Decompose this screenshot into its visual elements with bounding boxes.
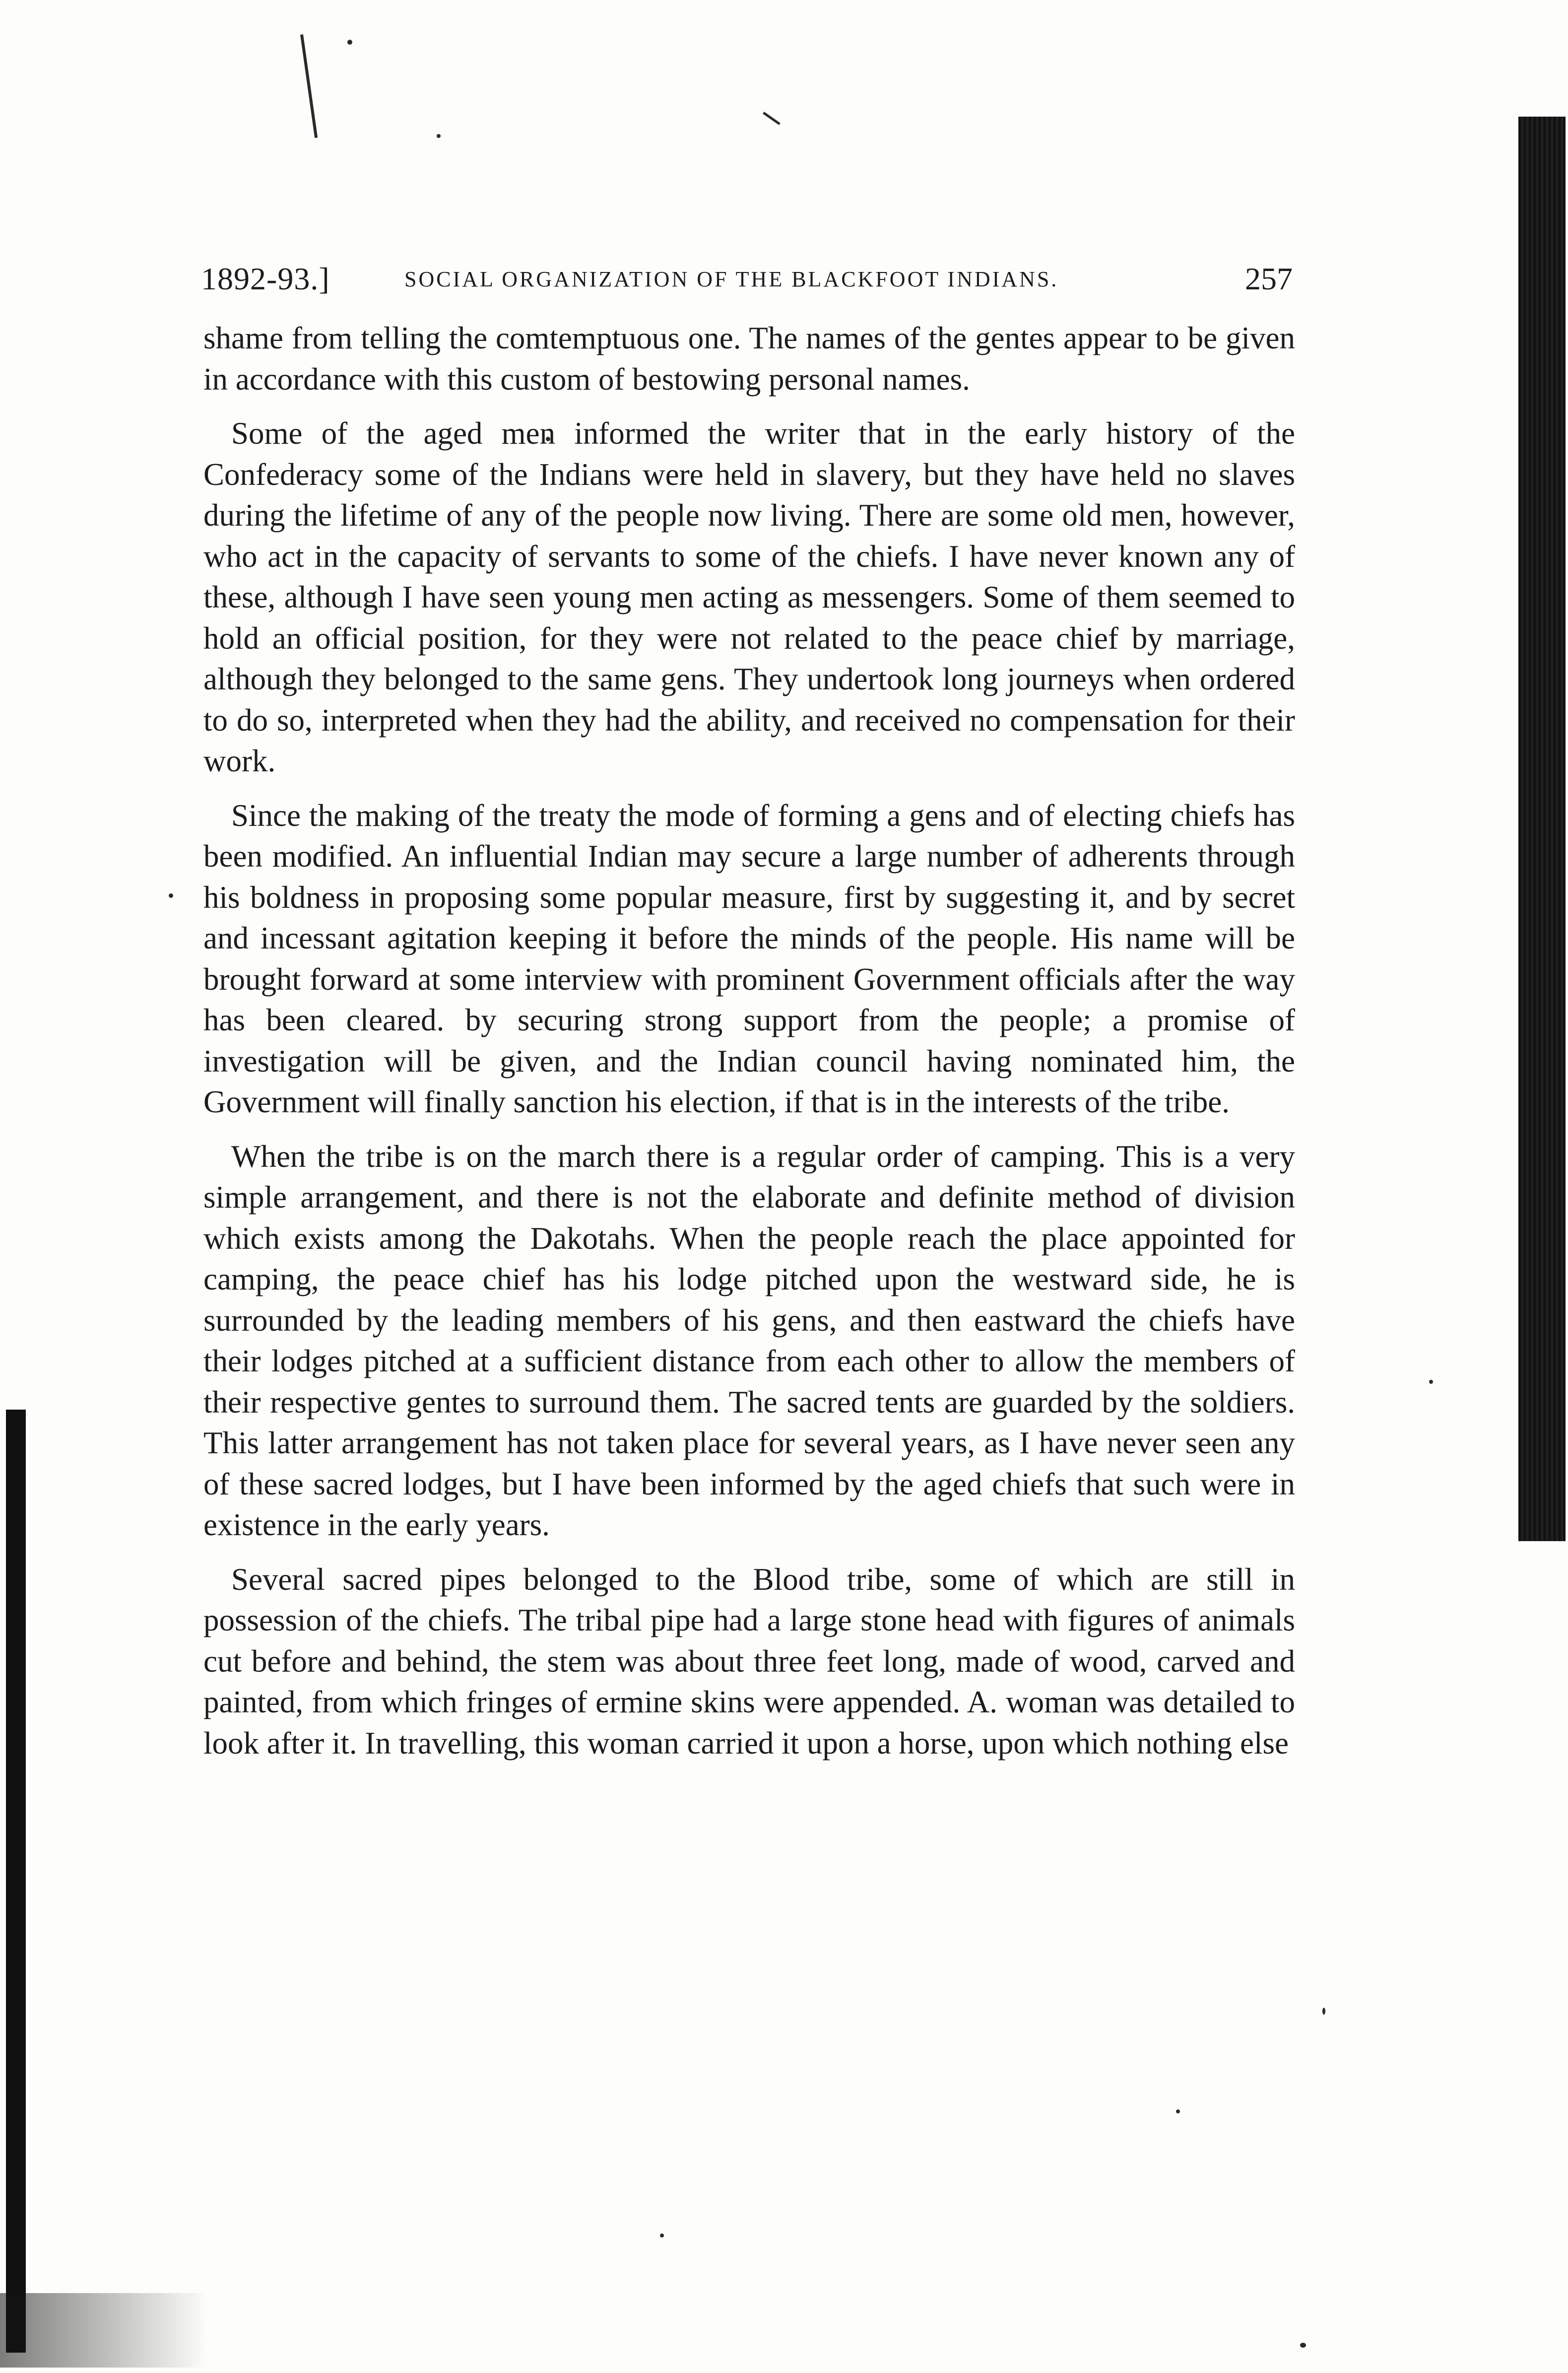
scan-speck [437, 134, 441, 138]
paragraph: Since the making of the treaty the mode of forming a gens and of electing chiefs has been modified. An influential Indian may secure a large number of adherents through his boldness in proposing some popular measure, first by suggesting it, and by secret and incessant agitation keeping it before the minds of the people. His name will be brought forward at some interview with prominent Government officials after the way has been cleared. by securing strong support from the people; a promise of investigation will be given, and the Indian council having nominated him, the Government will finally sanction his election, if that is in the interests of the tribe. [203, 798, 1295, 1119]
scan-speck [347, 40, 352, 45]
running-head [201, 261, 1307, 300]
scan-mark [763, 112, 781, 125]
scan-speck [1300, 2343, 1306, 2348]
paragraph: When the tribe is on the march there is a regular order of camping. This is a very simple arrangement, and there is not the elaborate and definite method of division which exists among the Dakotahs. When the people reach the place appointed for camping, the peace chief has his lodge pitched upon the westward side, he is surrounded by the leading members of his gens, and then eastward the chiefs have their lodges pitched at a sufficient distance from each other to allow the members of their respective gentes to surround them. The sacred tents are guarded by the soldiers. This latter arrangement has not taken place for several years, as I have never seen any of these sacred lodges, but I have been informed by the aged chiefs that such were in existence in the early years. [203, 1139, 1295, 1542]
scan-speck [1176, 2109, 1180, 2113]
scan-speck [660, 2234, 664, 2237]
paragraph: Several sacred pipes belonged to the Blood tribe, some of which are still in possession of the chiefs. The tribal pipe had a large stone head with figures of animals cut before and behind, the stem was about three feet long, made of wood, carved and painted, from which fringes of ermine skins were appended. A. woman was detailed to look after it. In travelling, this woman carried it upon a horse, upon which nothing else [203, 1561, 1295, 1761]
page-number: 257 [1245, 261, 1293, 296]
scan-speck [1322, 2008, 1325, 2015]
scan-speck [169, 893, 173, 898]
body-text [203, 318, 1295, 1777]
scan-edge-shadow-right [1518, 117, 1566, 1541]
scan-bottom-smudge [0, 2293, 208, 2368]
paragraph: shame from telling the comtemptuous one. The names of the gentes appear to be given in accordance with this custom of bestowing personal names. [203, 321, 1295, 397]
header-year: 1892-93.] [201, 261, 330, 296]
paragraph: Some of the aged men informed the writer that in the early history of the Confederacy some of the Indians were held in slavery, but they have held no slaves during the lifetime of any of the people now living. There are some old men, however, who act in the capacity of servants to some of the chiefs. I have never known any of these, although I have seen young men acting as messengers. Some of them seemed to hold an official position, for they were not related to the peace chief by marriage, although they belonged to the same gens. They undertook long journeys when ordered to do so, interpreted when they had the ability, and received no compensation for their work. [203, 416, 1295, 778]
scan-speck [1429, 1380, 1433, 1384]
scan-mark [300, 34, 318, 138]
scan-edge-shadow-left [6, 1410, 26, 2353]
header-title: SOCIAL ORGANIZATION OF THE BLACKFOOT INDIANS. [404, 267, 1059, 291]
